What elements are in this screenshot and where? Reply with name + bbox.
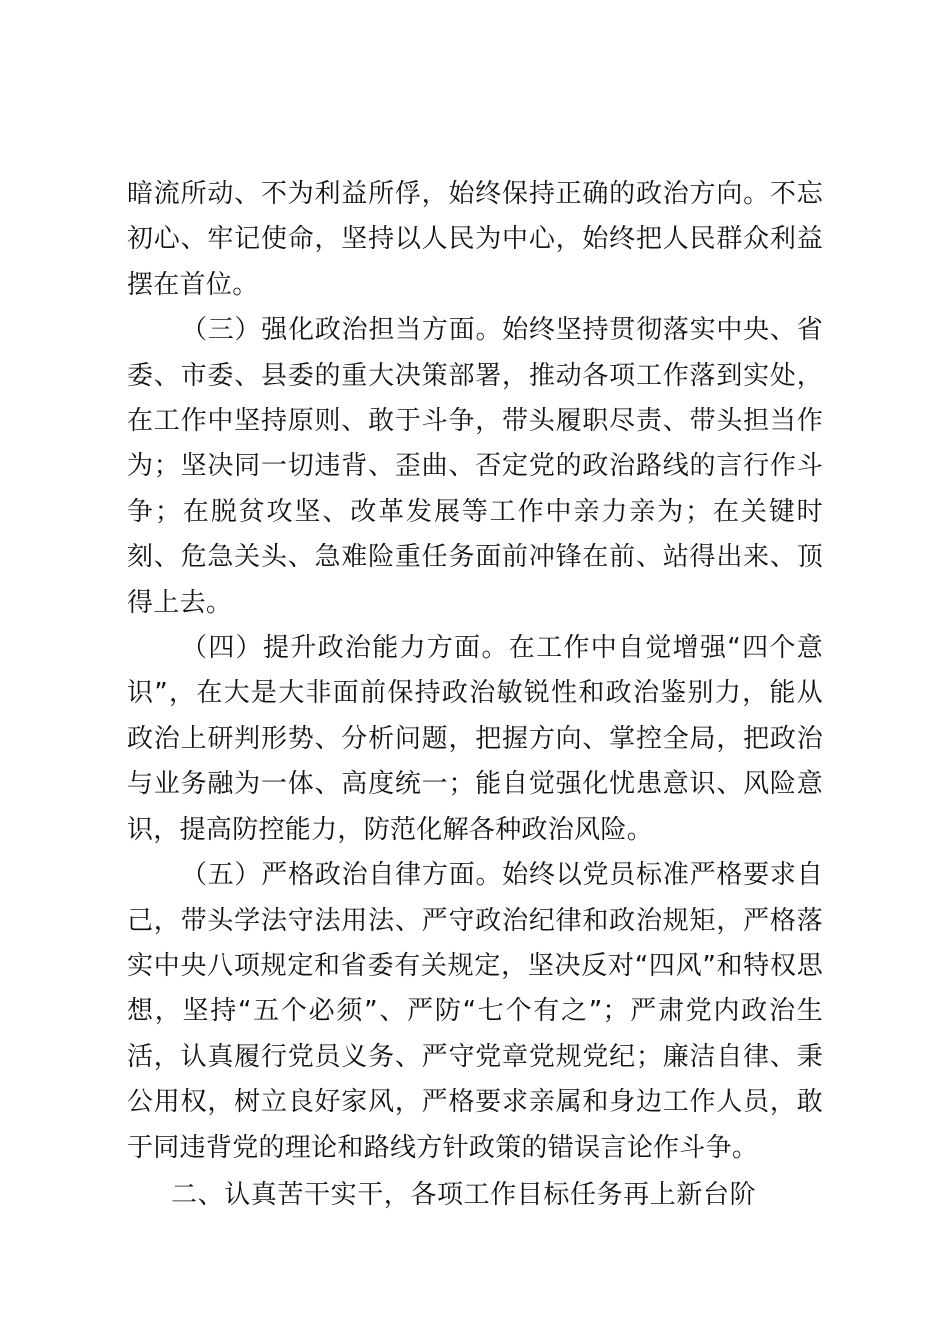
section-heading: 二、认真苦干实干，各项工作目标任务再上新台阶 (171, 1179, 757, 1210)
paragraph-political-self-discipline: （五）严格政治自律方面。始终以党员标准严格要求自己，带头学法守法用法、严守政治纪律和政治规矩，严格落实中央八项规定和省委有关规定，坚决反对“四风”和特权思想，坚持“五个必须”、严防“七个有之”；严肃党内政治生活，认真履行党员义务、严守党章党规党纪；廉洁自律、秉公用权，树立良好家风，严格要求亲属和身边工作人员，敢于同违背党的理论和路线方针政策的错误言论作斗争。 (127, 860, 823, 1163)
paragraph-continuation: 暗流所动、不为利益所俘，始终保持正确的政治方向。不忘初心、牢记使命，坚持以人民为中心，始终把人民群众利益摆在首位。 (127, 179, 823, 300)
paragraph-political-responsibility: （三）强化政治担当方面。始终坚持贯彻落实中央、省委、市委、县委的重大决策部署，推动各项工作落到实处，在工作中坚持原则、敢于斗争，带头履职尽责、带头担当作为；坚决同一切违背、歪曲、否定党的政治路线的言行作斗争；在脱贫攻坚、改革发展等工作中亲力亲为；在关键时刻、危急关头、急难险重任务面前冲锋在前、站得出来、顶得上去。 (127, 315, 823, 618)
document-body (127, 172, 823, 1218)
paragraph-political-capability: （四）提升政治能力方面。在工作中自觉增强“四个意识”，在大是大非面前保持政治敏锐性和政治鉴别力，能从政治上研判形势、分析问题，把握方向、掌控全局，把政治与业务融为一体、高度统一；能自觉强化忧患意识、风险意识，提高防控能力，防范化解各种政治风险。 (127, 633, 823, 845)
